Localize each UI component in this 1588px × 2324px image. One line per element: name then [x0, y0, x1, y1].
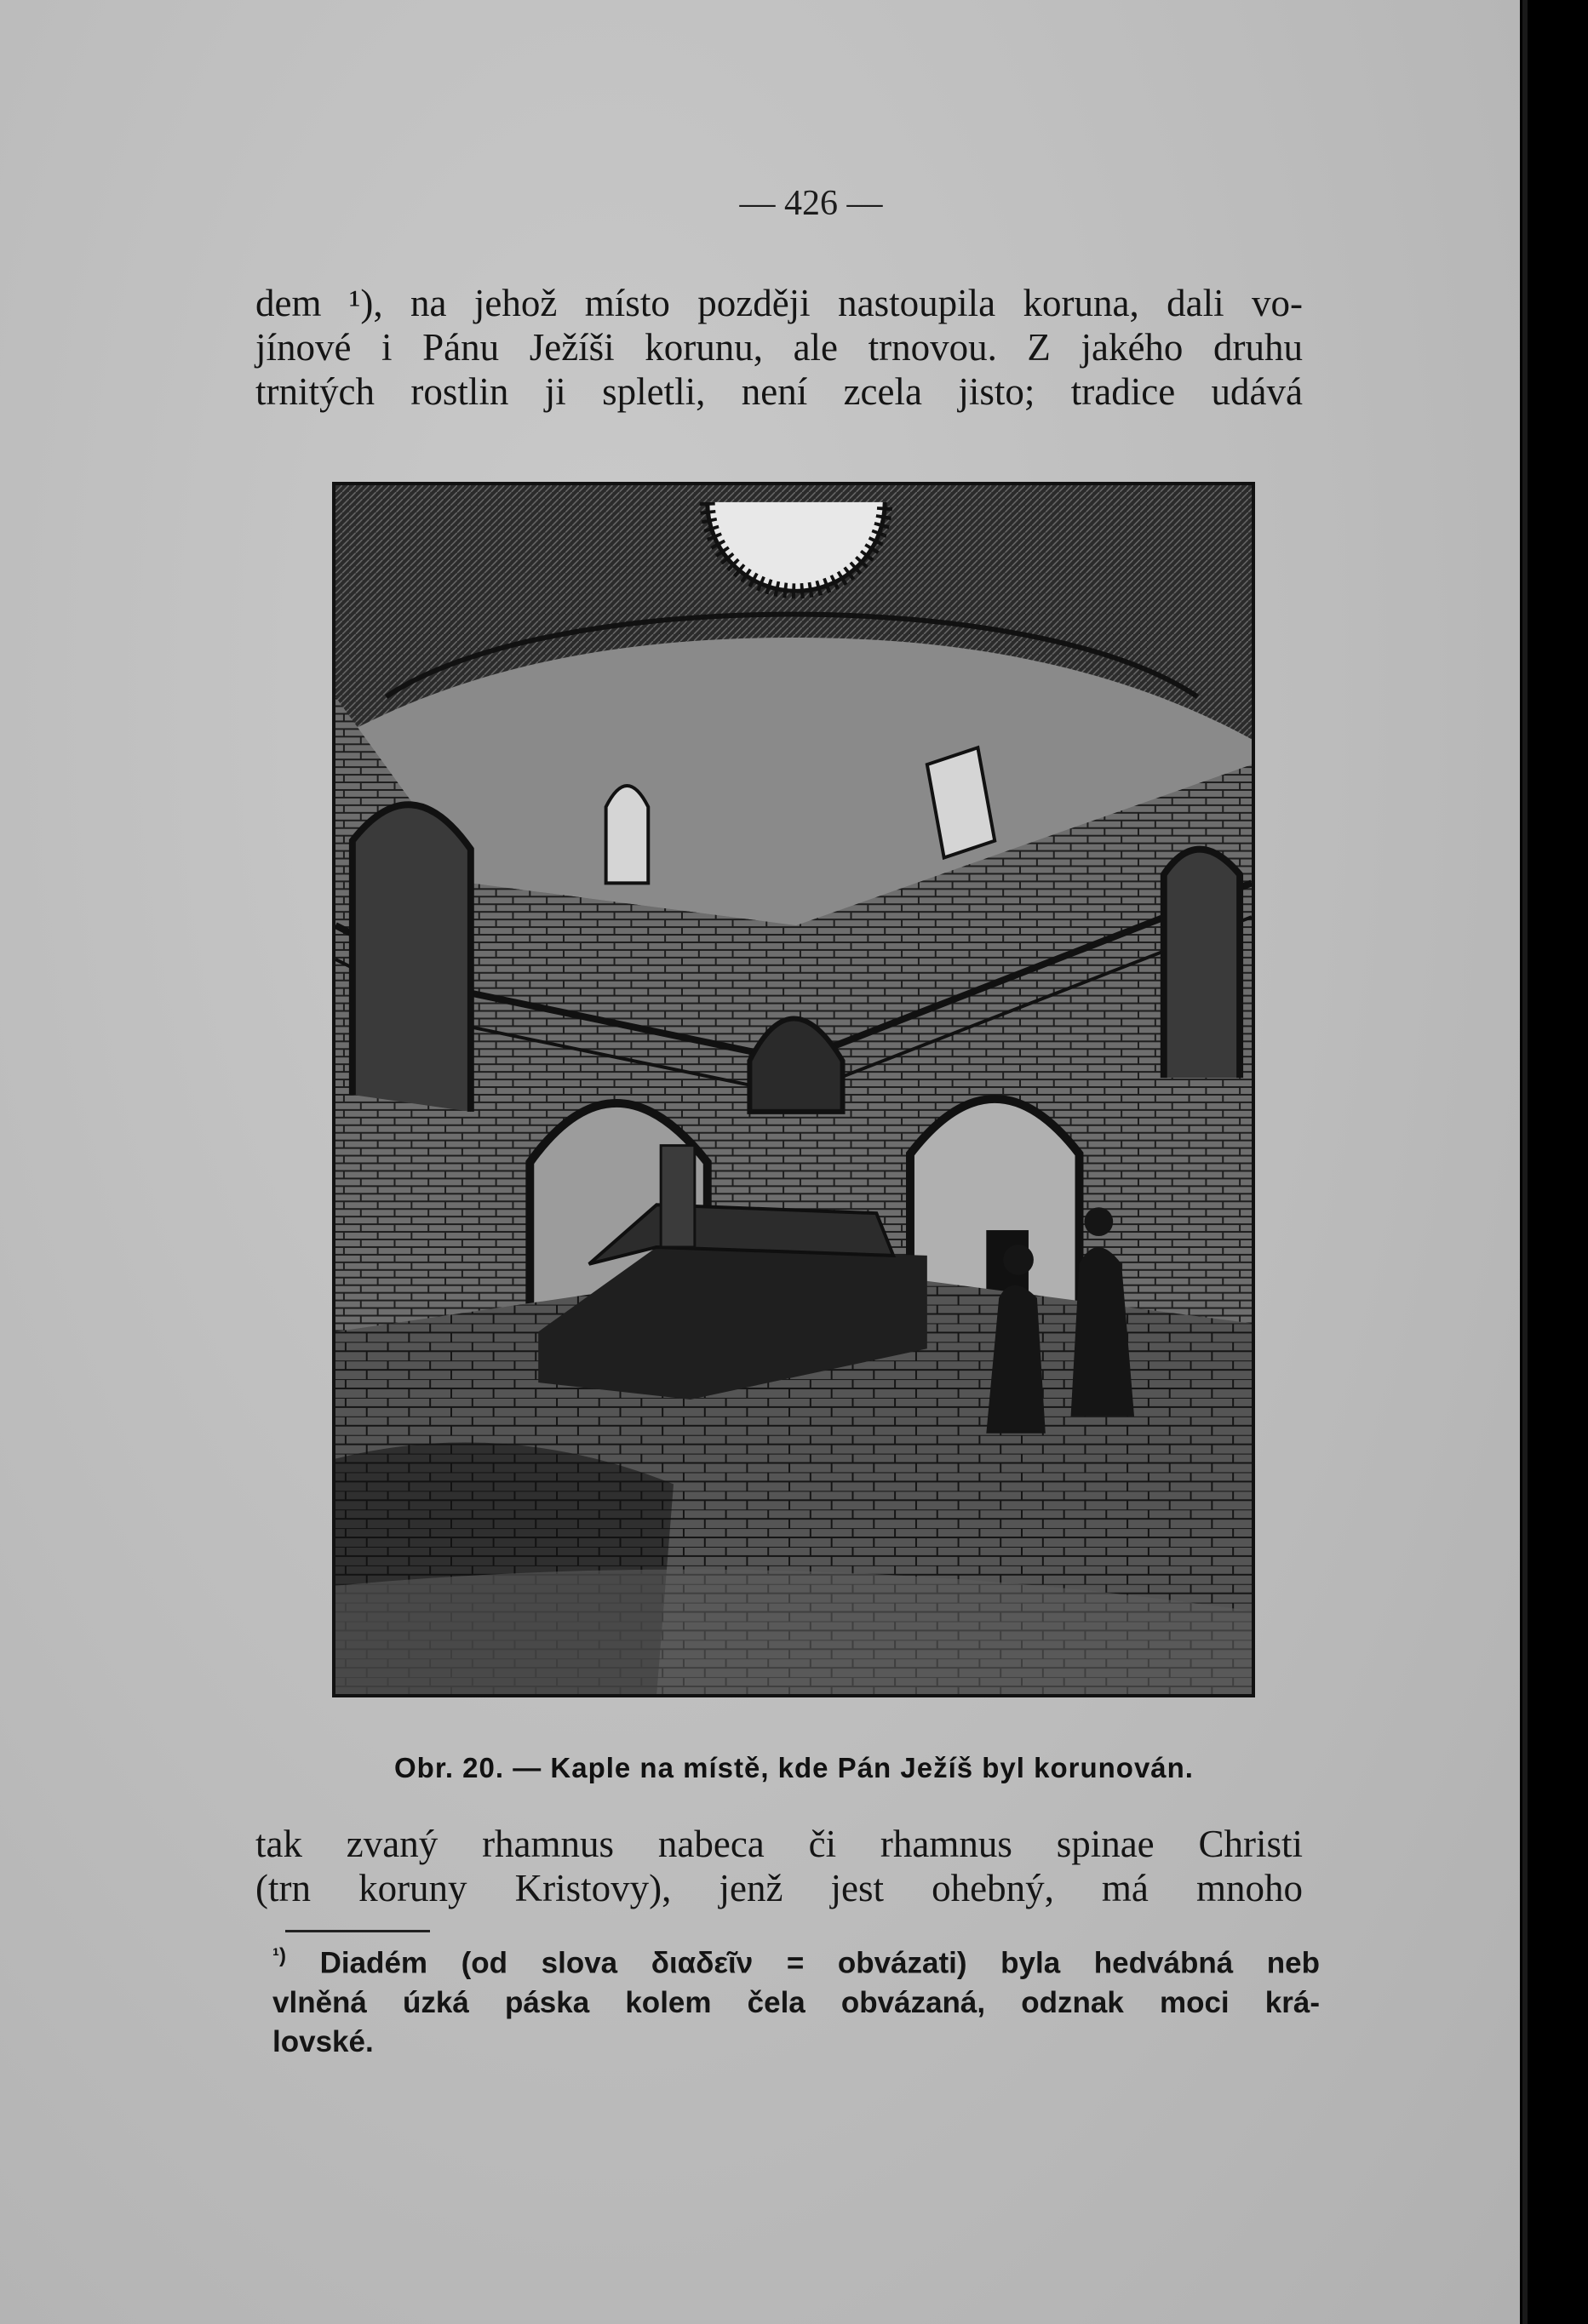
footnote-marker: ¹) [272, 1944, 286, 1967]
engraving-illustration [332, 482, 1255, 1697]
text-line: dem ¹), na jehož místo později nastoupila koruna, dali vo- [255, 282, 1303, 324]
paragraph-top [255, 281, 1303, 414]
footnote [272, 1937, 1320, 2062]
paragraph-bottom [255, 1822, 1303, 1910]
text-line: tak zvaný rhamnus nabeca či rhamnus spinae Christi [255, 1823, 1303, 1865]
footnote-text: Diadém (od slova διαδεῖν = obvázati) byla hedvábná neb [319, 1946, 1320, 1980]
footnote-line: vlněná úzká páska kolem čela obvázaná, odznak moci krá- [272, 1985, 1320, 2019]
page-number: — 426 — [739, 184, 883, 223]
footnote-line: lovské. [272, 2024, 374, 2058]
text-line: trnitých rostlin ji spletli, není zcela jisto; tradice udává [255, 370, 1303, 413]
footnote-separator [285, 1930, 430, 1932]
footnote-line [272, 1937, 1320, 1983]
figure-caption: Obr. 20. — Kaple na místě, kde Pán Ježíš byl korunován. [394, 1752, 1194, 1783]
book-spine-line [1522, 0, 1528, 2324]
text-line: jínové i Pánu Ježíši korunu, ale trnovou. Z jakého druhu [255, 326, 1303, 369]
page-right-edge [1520, 0, 1588, 2324]
chapel-interior-engraving [335, 485, 1252, 1694]
text-line: (trn koruny Kristovy), jenž jest ohebný, má mnoho [255, 1867, 1303, 1909]
